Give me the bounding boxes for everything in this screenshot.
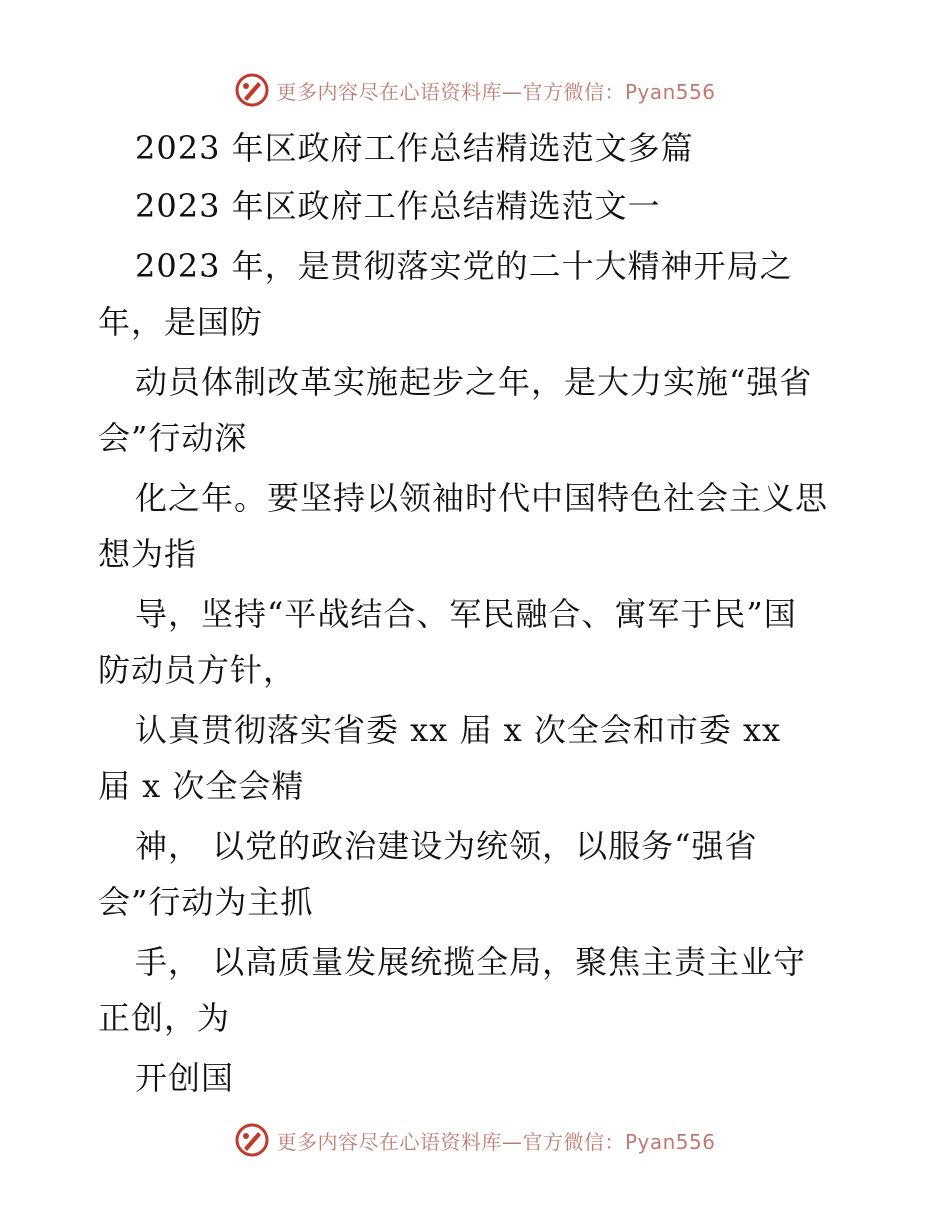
paragraph-line: 会”行动为主抓 xyxy=(98,883,314,921)
header-banner xyxy=(0,70,950,110)
pen-seal-icon xyxy=(234,1122,270,1158)
paragraph-line: 届 x 次全会精 xyxy=(98,767,305,805)
paragraph-line: 想为指 xyxy=(98,535,198,573)
paragraph-line: 会”行动深 xyxy=(98,419,248,457)
paragraph-line: 神， 以党的政治建设为统领，以服务“强省 xyxy=(135,827,758,865)
paragraph-line: 手， 以高质量发展统揽全局，聚焦主责主业守 xyxy=(135,943,807,981)
paragraph-line: 动员体制改革实施起步之年，是大力实施“强省 xyxy=(135,363,813,401)
paragraph-line: 认真贯彻落实省委 xx 届 x 次全会和市委 xx xyxy=(135,711,782,749)
banner-text: 更多内容尽在心语资料库—官方微信：Pyan556 xyxy=(276,79,716,104)
paragraph-line: 开创国 xyxy=(135,1059,235,1097)
section-heading: 2023 年区政府工作总结精选范文一 xyxy=(135,187,661,225)
banner-text: 更多内容尽在心语资料库—官方微信：Pyan556 xyxy=(276,1129,716,1154)
paragraph-line: 导，坚持“平战结合、军民融合、寓军于民”国 xyxy=(135,595,797,633)
paragraph-line: 防动员方针， xyxy=(98,651,297,689)
pen-seal-icon xyxy=(234,72,270,108)
footer-banner xyxy=(0,1120,950,1160)
paragraph-line: 年，是国防 xyxy=(98,303,264,341)
paragraph-line: 正创，为 xyxy=(98,999,231,1037)
paragraph-line: 化之年。要坚持以领袖时代中国特色社会主义思 xyxy=(135,479,829,517)
document-title: 2023 年区政府工作总结精选范文多篇 xyxy=(135,129,694,167)
paragraph-line: 2023 年，是贯彻落实党的二十大精神开局之 xyxy=(135,247,793,285)
